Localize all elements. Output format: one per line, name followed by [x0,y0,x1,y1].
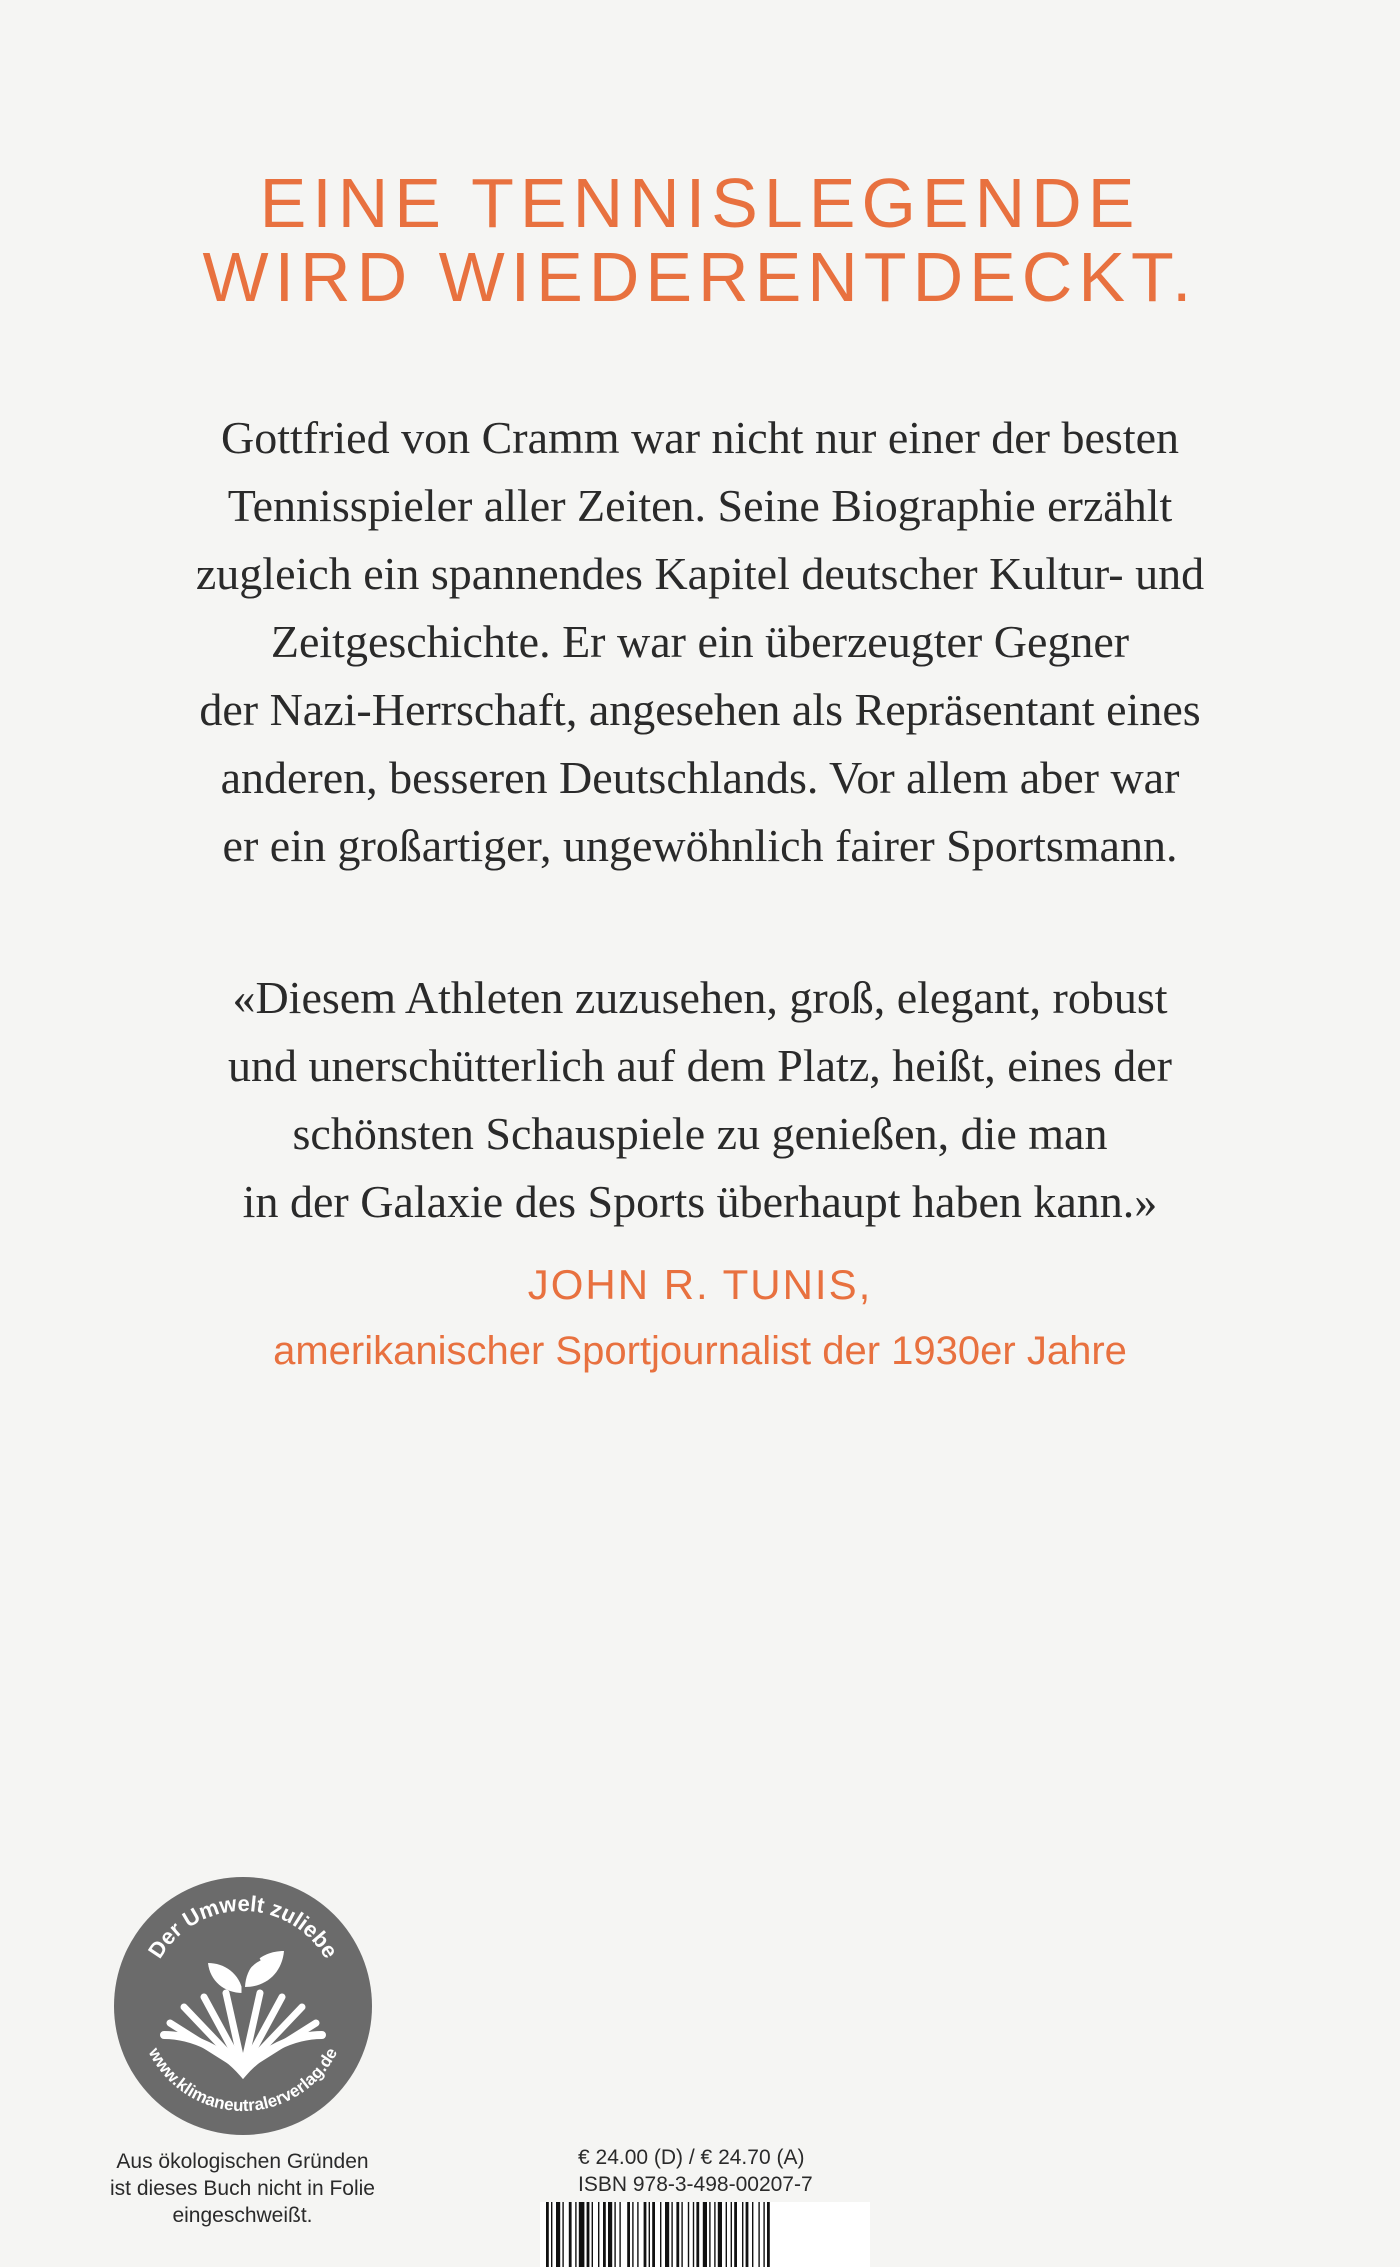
barcode-bar [714,2202,715,2267]
barcode-bar [726,2202,727,2267]
barcode-bar [665,2202,669,2267]
eco-badge-logo [112,1875,374,2137]
barcode-bar [569,2202,572,2267]
isbn: ISBN 978-3-498-00207-7 [578,2173,813,2196]
quote-author: JOHN R. TUNIS, [527,1261,873,1308]
barcode-bar [562,2202,563,2267]
badge-bottom-text: www.klimaneutralerverlag.de [144,2044,342,2116]
barcode-bar [551,2202,552,2267]
barcode-bar [556,2202,560,2267]
barcode-bar [752,2202,753,2267]
blurb-line: Tennisspieler aller Zeiten. Seine Biographie erzählt [227,480,1173,531]
barcode-bar [676,2202,679,2267]
barcode-bar [688,2202,689,2267]
barcode-bar [649,2202,650,2267]
barcode-bar [696,2202,699,2267]
barcode-bar [746,2202,749,2267]
eco-note-line: ist dieses Buch nicht in Folie [110,2177,375,2200]
barcode-bar [709,2202,710,2267]
barcode-bar [758,2202,759,2267]
headline-line-1: EINE TENNISLEGENDE [259,164,1141,242]
barcode-bar [579,2202,585,2267]
headline-line-2: WIRD WIEDERENTDECKT. [202,238,1198,316]
barcode-bar [718,2202,722,2267]
eco-note [70,2148,415,2229]
barcode-bar [652,2202,655,2267]
blurb-paragraph [100,404,1300,880]
barcode-bar [614,2202,615,2267]
eco-note-line: eingeschweißt. [172,2204,313,2227]
barcode-bar [703,2202,707,2267]
barcode-bar [608,2202,612,2267]
barcode-bar [671,2202,672,2267]
quote-attribution [0,1252,1400,1384]
barcode-bar [603,2202,606,2267]
barcode-bar [627,2202,630,2267]
barcode-bar [575,2202,576,2267]
quote-line: schönsten Schauspiele zu genießen, die man [292,1108,1108,1159]
barcode-bar [598,2202,599,2267]
barcode-bar [742,2202,743,2267]
barcode-bar [660,2202,661,2267]
eco-note-line: Aus ökologischen Gründen [116,2150,369,2173]
barcode-bar [644,2202,647,2267]
blurb-line: der Nazi-Herrschaft, angesehen als Repräsentant eines [199,684,1201,735]
blurb-line: er ein großartiger, ungewöhnlich fairer Sportsmann. [222,820,1178,871]
barcode-bar [619,2202,620,2267]
isbn-barcode [540,2202,870,2267]
blurb-line: Gottfried von Cramm war nicht nur einer der besten [220,412,1180,463]
badge-top-text: Der Umwelt zuliebe [143,1890,344,1963]
quote-line: «Diesem Athleten zuzusehen, groß, elegant, robust [232,972,1168,1023]
blurb-line: zugleich ein spannendes Kapitel deutscher Kultur- und [195,548,1205,599]
blurb-line: anderen, besseren Deutschlands. Vor allem aber war [220,752,1180,803]
barcode-bar [763,2202,764,2267]
barcode-bar [681,2202,682,2267]
barcode-bar [637,2202,638,2267]
price-block [578,2144,998,2198]
quote-line: und unerschütterlich auf dem Platz, heißt, eines der [228,1040,1172,1091]
barcode-bar [734,2202,737,2267]
press-quote [100,964,1300,1236]
barcode-bar [767,2202,770,2267]
quote-line: in der Galaxie des Sports überhaupt haben kann.» [242,1176,1158,1227]
headline [0,164,1400,316]
barcode-bar [592,2202,593,2267]
barcode-bar [632,2202,633,2267]
barcode-bar [693,2202,694,2267]
price: € 24.00 (D) / € 24.70 (A) [578,2146,805,2169]
barcode-bar [731,2202,732,2267]
barcode-bar [546,2202,549,2267]
blurb-line: Zeitgeschichte. Er war ein überzeugter Gegner [270,616,1130,667]
barcode-bar [587,2202,590,2267]
quote-author-role: amerikanischer Sportjournalist der 1930er Jahre [273,1329,1127,1373]
